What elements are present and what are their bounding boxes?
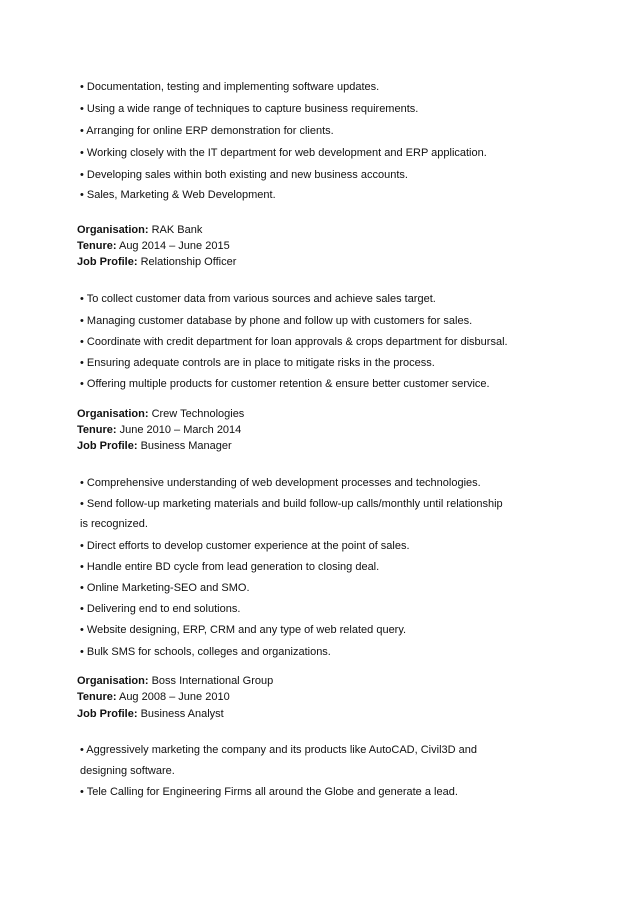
tenure-line [77, 690, 230, 704]
tenure-line [77, 423, 241, 437]
tenure-label: Tenure: [77, 424, 117, 436]
tenure-value: Aug 2008 – June 2010 [116, 691, 230, 703]
organisation-line [77, 674, 273, 688]
tenure-value: June 2010 – March 2014 [116, 424, 242, 436]
bullet-item: • Tele Calling for Engineering Firms all around the Globe and generate a lead. [80, 786, 458, 798]
bullet-continuation: designing software. [80, 765, 175, 777]
organisation-value: Boss International Group [148, 675, 274, 687]
organisation-value: Crew Technologies [148, 408, 245, 420]
tenure-label: Tenure: [77, 240, 117, 252]
bullet-item: • Delivering end to end solutions. [80, 603, 241, 615]
job-profile-value: Business Manager [137, 440, 232, 452]
bullet-item: • Sales, Marketing & Web Development. [80, 189, 276, 201]
job-profile-label: Job Profile: [77, 440, 138, 452]
bullet-item: • Website designing, ERP, CRM and any type of web related query. [80, 624, 407, 636]
bullet-item: • Handle entire BD cycle from lead generation to closing deal. [80, 561, 380, 573]
job-profile-line [77, 255, 236, 269]
bullet-item: • Aggressively marketing the company and its products like AutoCAD, Civil3D and [80, 744, 477, 756]
bullet-item: • Coordinate with credit department for loan approvals & crops department for disbursal. [80, 336, 508, 348]
bullet-item: • Offering multiple products for customer retention & ensure better customer service. [80, 378, 490, 390]
organisation-label: Organisation: [77, 224, 149, 236]
bullet-item: • Bulk SMS for schools, colleges and organizations. [80, 646, 331, 658]
bullet-item: • Direct efforts to develop customer experience at the point of sales. [80, 540, 410, 552]
tenure-label: Tenure: [77, 691, 117, 703]
bullet-continuation: is recognized. [80, 518, 148, 530]
bullet-item: • Ensuring adequate controls are in place to mitigate risks in the process. [80, 357, 435, 369]
job-profile-label: Job Profile: [77, 708, 138, 720]
bullet-item: • To collect customer data from various sources and achieve sales target. [80, 293, 436, 305]
organisation-label: Organisation: [77, 408, 149, 420]
bullet-item: • Working closely with the IT department for web development and ERP application. [80, 147, 487, 159]
tenure-value: Aug 2014 – June 2015 [116, 240, 230, 252]
organisation-value: RAK Bank [148, 224, 203, 236]
bullet-item: • Comprehensive understanding of web development processes and technologies. [80, 477, 481, 489]
job-profile-line [77, 707, 224, 721]
tenure-line [77, 239, 230, 253]
bullet-item: • Documentation, testing and implementing software updates. [80, 81, 380, 93]
job-profile-line [77, 439, 232, 453]
bullet-item: • Developing sales within both existing and new business accounts. [80, 169, 408, 181]
bullet-item: • Arranging for online ERP demonstration for clients. [80, 125, 334, 137]
bullet-item: • Online Marketing-SEO and SMO. [80, 582, 250, 594]
job-profile-value: Relationship Officer [137, 256, 237, 268]
organisation-line [77, 407, 244, 421]
organisation-line [77, 223, 202, 237]
bullet-item: • Managing customer database by phone and follow up with customers for sales. [80, 315, 473, 327]
bullet-item: • Using a wide range of techniques to capture business requirements. [80, 103, 419, 115]
organisation-label: Organisation: [77, 675, 149, 687]
job-profile-label: Job Profile: [77, 256, 138, 268]
bullet-item: • Send follow-up marketing materials and build follow-up calls/monthly until relationship [80, 498, 503, 510]
job-profile-value: Business Analyst [137, 708, 224, 720]
